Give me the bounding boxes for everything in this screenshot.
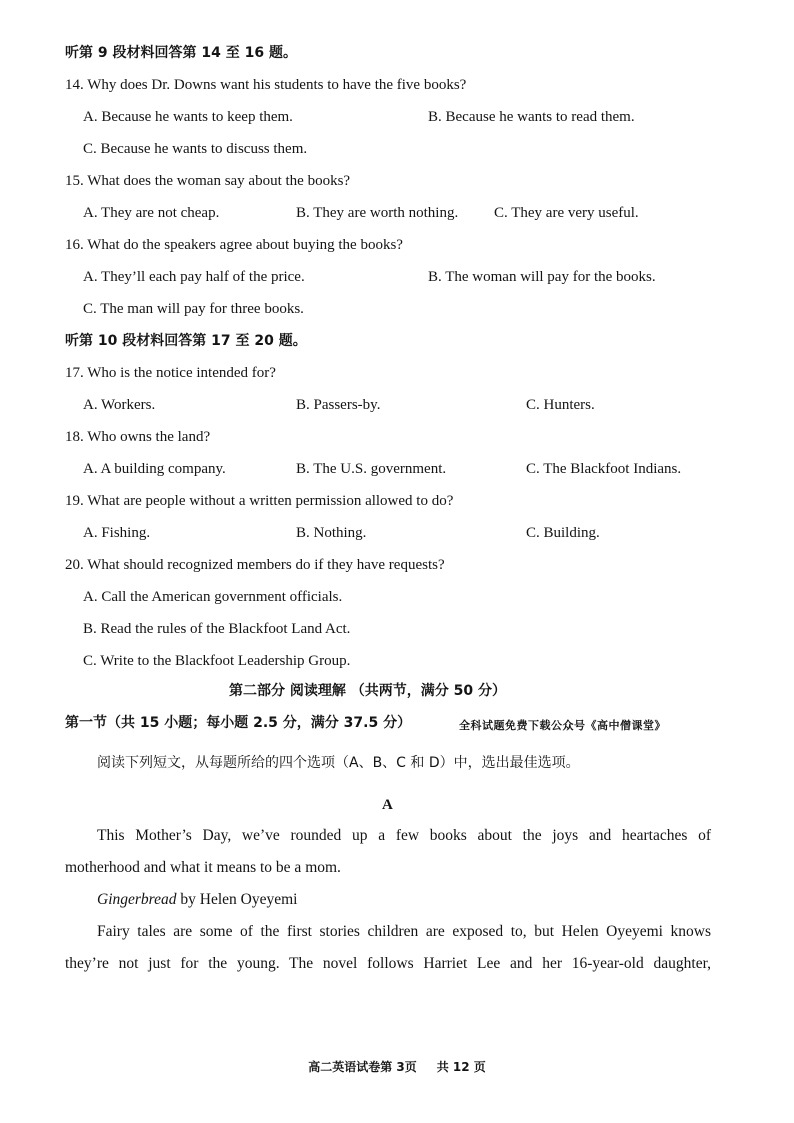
passage-letter: A	[382, 797, 393, 813]
question-20-option-c: C. Write to the Blackfoot Leadership Group.	[83, 653, 351, 669]
footer-page-number: 高二英语试卷第 3页	[308, 1060, 417, 1074]
footer-total-pages: 共 12 页	[436, 1060, 486, 1074]
paragraph-1-line-1: This Mother’s Day, we’ve rounded up a few books about the joys and heartaches of	[97, 827, 711, 844]
reading-instruction: 阅读下列短文，从每题所给的四个选项（A、B、C 和 D）中，选出最佳选项。	[97, 755, 580, 771]
question-15-option-b: B. They are worth nothing.	[296, 205, 459, 221]
question-16-option-a: A. They’ll each pay half of the price.	[83, 269, 305, 285]
question-15-option-a: A. They are not cheap.	[83, 205, 220, 221]
paragraph-1-line-2: motherhood and what it means to be a mom.	[65, 859, 341, 876]
question-16-option-c: C. The man will pay for three books.	[83, 301, 304, 317]
book-heading	[97, 890, 297, 910]
paragraph-2-line-2: they’re not just for the young. The novel follows Harriet Lee and her 16-year-old daughter,	[65, 955, 711, 972]
watermark-text: 全科试题免费下载公众号《高中僧课堂》	[459, 719, 666, 732]
paragraph-2-line-1: Fairy tales are some of the first stories children are exposed to, but Helen Oyeyemi knows	[97, 923, 711, 940]
book-title: Gingerbread	[97, 891, 177, 908]
section-one-header: 第一节（共 15 小题；每小题 2.5 分，满分 37.5 分）	[65, 715, 412, 731]
question-17-option-b: B. Passers-by.	[296, 397, 381, 413]
section-header-10: 听第 10 段材料回答第 17 至 20 题。	[65, 333, 307, 349]
question-16-option-b: B. The woman will pay for the books.	[428, 269, 656, 285]
question-19-stem: 19. What are people without a written permission allowed to do?	[65, 493, 454, 509]
section-header-9: 听第 9 段材料回答第 14 至 16 题。	[65, 45, 297, 61]
page-footer	[0, 1058, 794, 1075]
question-18-option-b: B. The U.S. government.	[296, 461, 447, 477]
question-18-option-c: C. The Blackfoot Indians.	[526, 461, 682, 477]
question-19-option-b: B. Nothing.	[296, 525, 367, 541]
question-14-option-a: A. Because he wants to keep them.	[83, 109, 293, 125]
question-14-stem: 14. Why does Dr. Downs want his students to have the five books?	[65, 77, 467, 93]
question-17-option-c: C. Hunters.	[526, 397, 595, 413]
question-14-option-b: B. Because he wants to read them.	[428, 109, 635, 125]
question-17-option-a: A. Workers.	[83, 397, 156, 413]
question-18-stem: 18. Who owns the land?	[65, 429, 211, 445]
question-20-option-b: B. Read the rules of the Blackfoot Land Act.	[83, 621, 351, 637]
question-19-option-a: A. Fishing.	[83, 525, 151, 541]
question-15-stem: 15. What does the woman say about the books?	[65, 173, 351, 189]
question-15-option-c: C. They are very useful.	[494, 205, 639, 221]
question-16-stem: 16. What do the speakers agree about buying the books?	[65, 237, 403, 253]
question-20-option-a: A. Call the American government officials.	[83, 589, 343, 605]
question-20-stem: 20. What should recognized members do if they have requests?	[65, 557, 445, 573]
question-18-option-a: A. A building company.	[83, 461, 226, 477]
part-2-title: 第二部分 阅读理解 （共两节，满分 50 分）	[229, 683, 506, 699]
question-19-option-c: C. Building.	[526, 525, 600, 541]
book-author: by Helen Oyeyemi	[176, 891, 298, 908]
question-17-stem: 17. Who is the notice intended for?	[65, 365, 276, 381]
question-14-option-c: C. Because he wants to discuss them.	[83, 141, 308, 157]
